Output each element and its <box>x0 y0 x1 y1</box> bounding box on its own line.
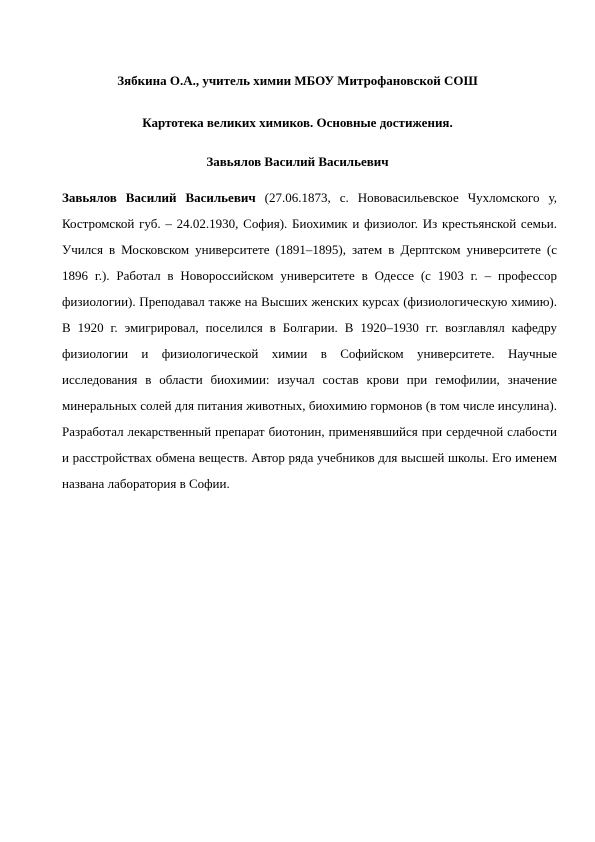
person-heading: Завьялов Василий Васильевич <box>206 154 389 169</box>
biography-name: Завьялов Василий Васильевич <box>62 190 256 205</box>
biography-text: (27.06.1873, с. Нововасильевское Чухломского у, Костромской губ. – 24.02.1930, София). Биохимик и физиолог. Из крестьянской семьи. Учился в Московском университете (1891–1895), затем в Дерптском университете (с 1896 г.). Работал в Новороссийском университете в Одессе (с 1903 г. – профессор физиологии). Преподавал также на Высших женских курсах (физиологическую химию). В 1920 г. эмигрировал, поселился в Болгарии. В 1920–1930 гг. возглавлял кафедру физиологии и физиологической химии в Софийском университете. Научные исследования в области биохимии: изучал состав крови при гемофилии, значение минеральных солей для питания животных, биохимию гормонов (в том числе инсулина). Разработал лекарственный препарат биотонин, применявшийся при сердечной слабости и расстройствах обмена веществ. Автор ряда учебников для высшей школы. Его именем названа лаборатория в Софии. <box>62 190 557 491</box>
biography-paragraph <box>62 185 557 497</box>
card-title: Картотека великих химиков. Основные достижения. <box>142 115 453 130</box>
author-line: Зябкина О.А., учитель химии МБОУ Митрофановской СОШ <box>117 73 478 88</box>
